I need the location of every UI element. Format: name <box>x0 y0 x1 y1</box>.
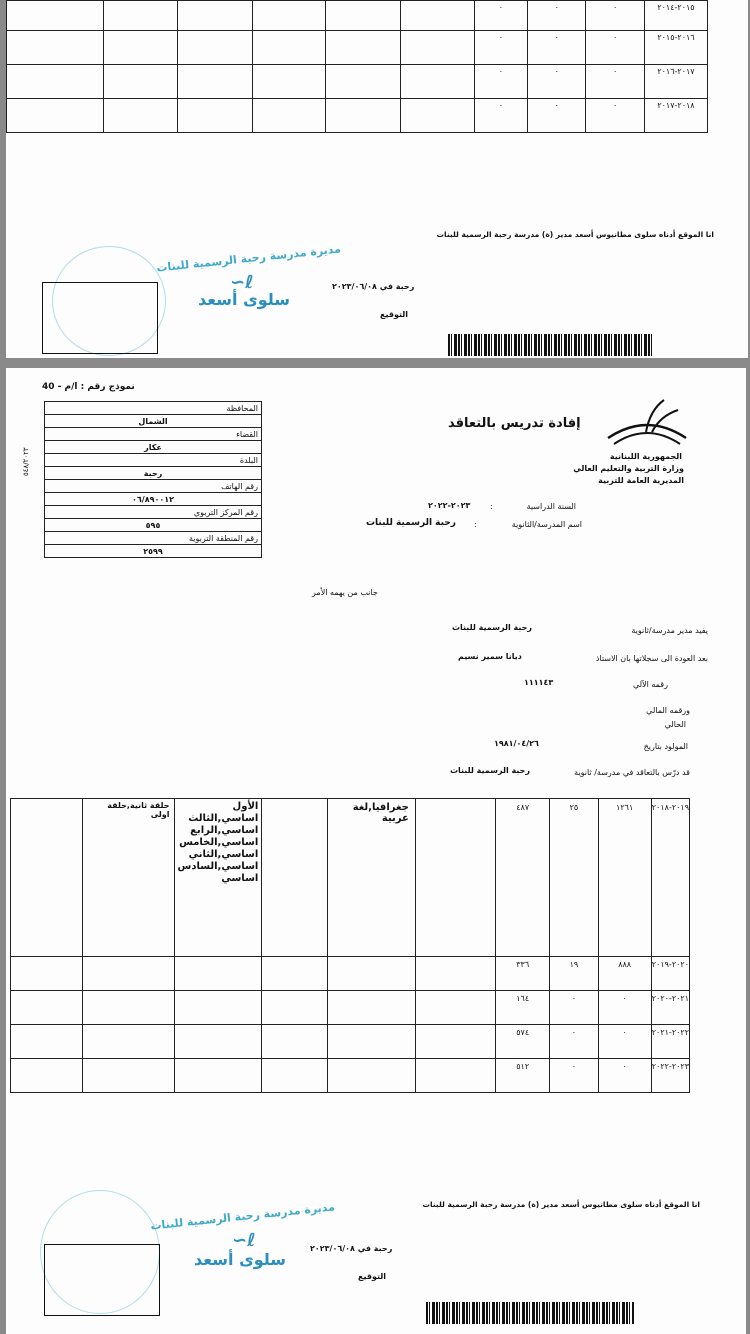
table-cell: ٠ <box>528 31 586 65</box>
classes-cell: الأول اساسي,الثالث اساسي,الرابع اساسي,الخامس اساسي,الثاني اساسي,السادس اساسي <box>174 799 262 957</box>
table-cell <box>326 31 401 65</box>
info-row <box>45 519 262 532</box>
previous-years-table <box>6 0 708 133</box>
table-cell <box>174 991 262 1025</box>
document-page-1 <box>6 0 748 358</box>
info-row <box>45 415 262 428</box>
table-cell <box>401 31 474 65</box>
year-cell: ٢٠٢١-٢٠٢٠ <box>651 991 689 1025</box>
table-cell <box>327 1025 415 1059</box>
table-row <box>11 799 690 957</box>
table-row <box>7 99 708 133</box>
teacher-value: ديانا سمير نسيم <box>458 652 522 661</box>
table-cell <box>174 1025 262 1059</box>
table-cell <box>82 957 174 991</box>
weeks-cell: ٢٥ <box>550 799 598 957</box>
school-label: اسم المدرسة/الثانوية <box>511 520 582 529</box>
total-cell: ٨٨٨ <box>598 957 651 991</box>
table-cell <box>11 1025 83 1059</box>
table-cell <box>252 1 325 31</box>
declaration-text: انا الموقع أدناه سلوى مطانيوس أسعد مدير (ة) مدرسة رحبة الرسمية للبنات <box>422 1200 700 1209</box>
year-cell: ٢٠١٦-٢٠١٥ <box>644 31 707 65</box>
signature-name: سلوى أسعد <box>198 290 291 309</box>
table-cell <box>104 31 177 65</box>
total-cell: ٠ <box>598 991 651 1025</box>
info-row <box>45 532 262 545</box>
info-row <box>45 454 262 467</box>
ministry-line-1: الجمهورية اللبنانية <box>609 452 682 461</box>
hours-cell: ٥٧٤ <box>496 1025 550 1059</box>
info-value: عكار <box>45 441 262 454</box>
table-cell <box>177 1 252 31</box>
declaration-text: انا الموقع أدناه سلوى مطانيوس أسعد مدير (ة) مدرسة رحبة الرسمية للبنات <box>436 230 714 239</box>
signature-scribble: ∽ℓ <box>232 1230 256 1251</box>
margin-note: ٥٤٨/٢٠٢٣ <box>22 447 30 476</box>
teacher-label: بعد العودة الى سجلاتها بان الاستاذ <box>595 654 708 663</box>
table-row <box>11 957 690 991</box>
table-cell <box>262 1059 327 1093</box>
subject-cell: جغرافيا,لغة عربية <box>327 799 415 957</box>
table-cell: ٠ <box>586 1 644 31</box>
table-row <box>7 31 708 65</box>
place-date: رحبة في ٢٠٢٣/٠٦/٠٨ <box>332 282 415 291</box>
table-cell <box>252 99 325 133</box>
total-cell: ٠ <box>598 1059 651 1093</box>
table-cell: ٠ <box>474 99 527 133</box>
year-cell: ٢٠٢٠-٢٠١٩ <box>651 957 689 991</box>
year-colon: : <box>490 502 493 511</box>
table-cell <box>174 957 262 991</box>
table-cell <box>104 65 177 99</box>
signature-label: التوقيع <box>380 310 408 319</box>
table-cell <box>326 99 401 133</box>
table-cell <box>415 957 495 991</box>
director-line-label: يفيد مدير مدرسة/ثانوية <box>631 626 708 635</box>
table-cell <box>401 1 474 31</box>
weeks-cell: ٠ <box>550 991 598 1025</box>
teaching-years-table <box>10 798 690 1093</box>
table-cell <box>415 991 495 1025</box>
total-cell: ١٢٦١ <box>598 799 651 957</box>
table-cell: ٠ <box>586 65 644 99</box>
table-cell <box>401 65 474 99</box>
table-row <box>11 1025 690 1059</box>
table-cell: ٠ <box>474 31 527 65</box>
weeks-cell: ٠ <box>550 1025 598 1059</box>
table-cell <box>262 957 327 991</box>
info-label: رقم المنطقة التربوية <box>45 532 262 545</box>
financial-label: ورقمه المالي <box>646 706 690 715</box>
table-cell <box>104 1 177 31</box>
info-row <box>45 493 262 506</box>
info-row <box>45 441 262 454</box>
signature-name: سلوى أسعد <box>194 1250 287 1269</box>
signature-box <box>42 282 158 354</box>
birth-label: المولود بتاريخ <box>643 742 688 751</box>
table-cell: ٠ <box>528 99 586 133</box>
cycle-cell: حلقة ثانية,حلقة اولى <box>82 799 174 957</box>
info-label: البلدة <box>45 454 262 467</box>
table-cell <box>7 1 104 31</box>
year-label: السنة الدراسية <box>526 502 576 511</box>
info-label: رقم الهاتف <box>45 480 262 493</box>
birth-value: ١٩٨١/٠٤/٢٦ <box>494 739 539 748</box>
info-label: رقم المركز التربوي <box>45 506 262 519</box>
barcode <box>448 334 654 356</box>
auto-number-value: ١١١١٤٣ <box>524 678 554 687</box>
year-cell: ٢٠١٨-٢٠١٧ <box>644 99 707 133</box>
table-row <box>11 1059 690 1093</box>
info-value: ٠٦/٨٩٠٠١٢ <box>45 493 262 506</box>
table-row <box>7 65 708 99</box>
taught-label: قد درّس بالتعاقد في مدرسة/ ثانوية <box>574 768 690 777</box>
stamp-text: مديرة مدرسة رحبة الرسمية للبنات <box>149 1200 336 1233</box>
financial-label-current: الحالي <box>664 720 686 729</box>
table-cell: ٠ <box>474 1 527 31</box>
table-cell <box>327 957 415 991</box>
table-cell <box>327 991 415 1025</box>
info-row <box>45 402 262 415</box>
table-cell <box>82 1025 174 1059</box>
table-cell <box>177 99 252 133</box>
info-row <box>45 545 262 558</box>
table-cell <box>415 1025 495 1059</box>
table-cell <box>415 1059 495 1093</box>
info-row <box>45 467 262 480</box>
table-cell <box>11 957 83 991</box>
table-row <box>11 991 690 1025</box>
table-cell: ٠ <box>528 65 586 99</box>
table-cell <box>11 991 83 1025</box>
table-cell <box>262 1025 327 1059</box>
table-cell <box>11 799 83 957</box>
info-label: المحافظة <box>45 402 262 415</box>
table-row <box>7 1 708 31</box>
hours-cell: ٣٣٦ <box>496 957 550 991</box>
table-cell <box>415 799 495 957</box>
signature-label: التوقيع <box>358 1272 386 1281</box>
info-value: ٥٩٥ <box>45 519 262 532</box>
weeks-cell: ١٩ <box>550 957 598 991</box>
table-cell <box>252 31 325 65</box>
stamp-text: مديرة مدرسة رحبة الرسمية للبنات <box>155 242 342 275</box>
table-cell <box>7 31 104 65</box>
page-title: إفادة تدريس بالتعاقد <box>448 416 581 431</box>
school-info-table <box>44 401 262 558</box>
year-cell: ٢٠١٥-٢٠١٤ <box>644 1 707 31</box>
signature-box <box>44 1244 160 1316</box>
info-value: ٢٥٩٩ <box>45 545 262 558</box>
table-cell <box>7 65 104 99</box>
table-cell <box>252 65 325 99</box>
year-cell: ٢٠١٧-٢٠١٦ <box>644 65 707 99</box>
info-row <box>45 480 262 493</box>
table-cell <box>177 31 252 65</box>
year-value: ٢٠٢٣-٢٠٢٢ <box>428 501 471 510</box>
table-cell <box>177 65 252 99</box>
table-cell <box>82 991 174 1025</box>
table-cell: ٠ <box>586 99 644 133</box>
ministry-line-3: المديرية العامة للتربية <box>598 476 684 485</box>
barcode <box>426 1302 634 1324</box>
info-label: القضاء <box>45 428 262 441</box>
table-cell <box>11 1059 83 1093</box>
place-date: رحبة في ٢٠٢٣/٠٦/٠٨ <box>310 1244 393 1253</box>
to-whom-line: جانب من يهمه الأمر <box>312 588 378 597</box>
table-cell <box>174 1059 262 1093</box>
weeks-cell: ٠ <box>550 1059 598 1093</box>
signature-scribble: ∽ℓ <box>230 272 254 293</box>
table-cell <box>327 1059 415 1093</box>
table-cell: ٠ <box>528 1 586 31</box>
info-row <box>45 506 262 519</box>
year-cell: ٢٠١٩-٢٠١٨ <box>651 799 689 957</box>
table-cell <box>326 65 401 99</box>
table-cell <box>326 1 401 31</box>
year-cell: ٢٠٢٢-٢٠٢١ <box>651 1025 689 1059</box>
year-cell: ٢٠٢٣-٢٠٢٢ <box>651 1059 689 1093</box>
table-cell <box>401 99 474 133</box>
table-cell: ٠ <box>474 65 527 99</box>
school-value: رحبة الرسمية للبنات <box>366 518 456 528</box>
director-line-value: رحبة الرسمية للبنات <box>452 623 532 632</box>
form-number: نموذج رقم : ا/م - 40 <box>42 382 135 392</box>
hours-cell: ١٦٤ <box>496 991 550 1025</box>
info-row <box>45 428 262 441</box>
ministry-logo-icon <box>602 398 692 450</box>
table-cell <box>262 991 327 1025</box>
table-cell <box>7 99 104 133</box>
total-cell: ٠ <box>598 1025 651 1059</box>
info-value: الشمال <box>45 415 262 428</box>
taught-value: رحبة الرسمية للبنات <box>450 766 530 775</box>
auto-number-label: رقمه الآلي <box>632 680 668 689</box>
table-cell <box>104 99 177 133</box>
school-colon: : <box>474 520 477 529</box>
table-cell <box>262 799 327 957</box>
document-page-2 <box>6 368 746 1334</box>
table-cell: ٠ <box>586 31 644 65</box>
hours-cell: ٥١٢ <box>496 1059 550 1093</box>
table-cell <box>82 1059 174 1093</box>
info-value: رحبة <box>45 467 262 480</box>
ministry-line-2: وزارة التربية والتعليم العالي <box>573 464 684 473</box>
hours-cell: ٤٨٧ <box>496 799 550 957</box>
